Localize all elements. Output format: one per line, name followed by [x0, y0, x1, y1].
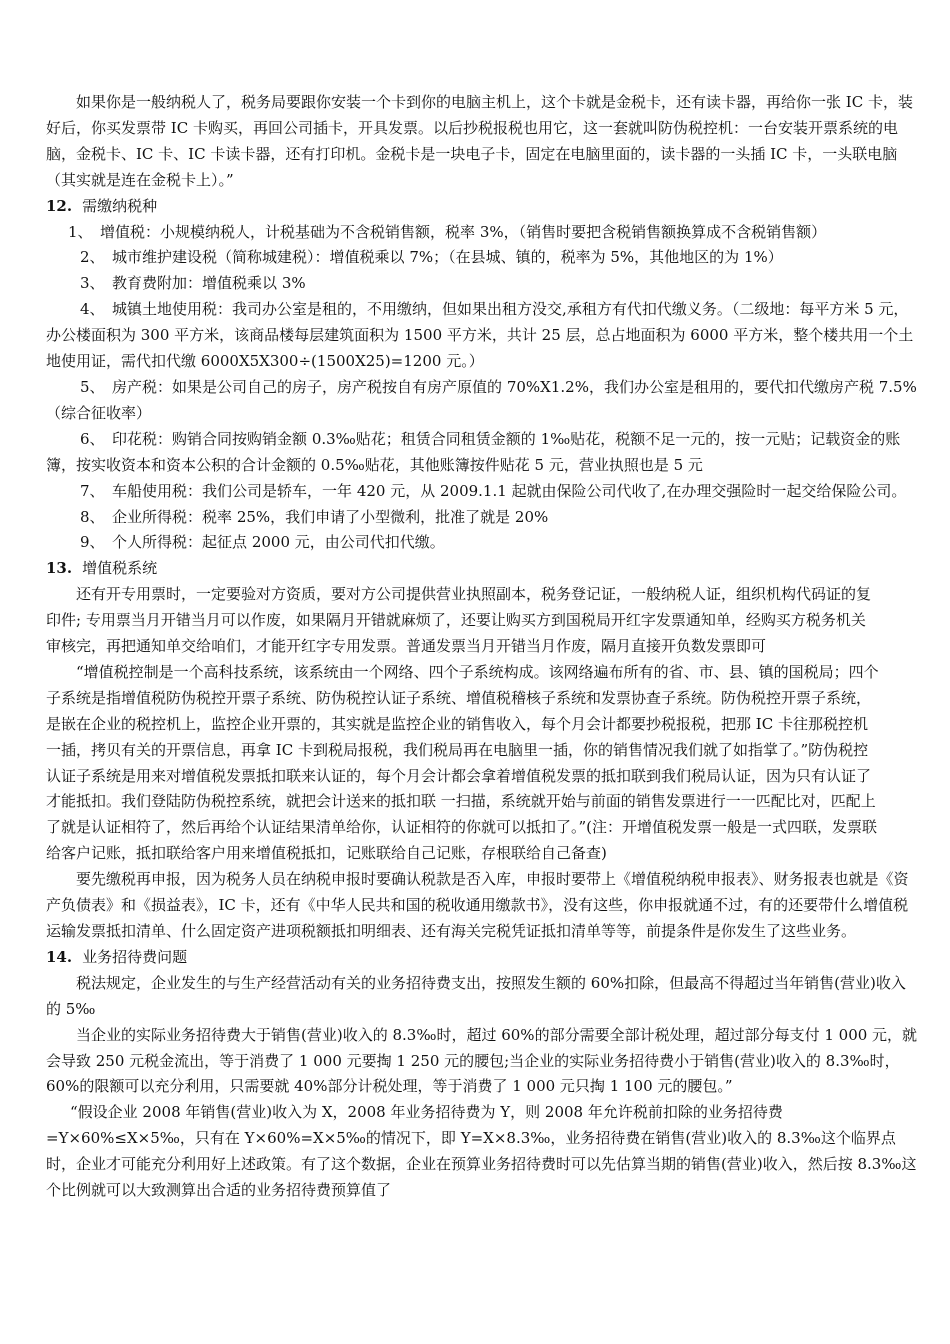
intro-paragraph: 如果你是一般纳税人了，税务局要跟你安装一个卡到你的电脑主机上，这个卡就是金税卡，还有读卡器，再给你一张 IC 卡，装好后，你买发票带 IC 卡购买，再回公司插卡，开具发票。以后抄税报税也用它，这一套就叫防伪税控机：一台安装开票系统的电脑，金税卡、IC 卡、IC 卡读卡器，还有打印机。金税卡是一块电子卡，固定在电脑里面的，读卡器的一头插 IC 卡，一头联电脑（其实就是连在金税卡上）。” — [46, 93, 913, 189]
paragraph: 当企业的实际业务招待费大于销售(营业)收入的 8.3‰时，超过 60%的部分需要全部计税处理，超过部分每支付 1 000 元，就会导致 250 元税金流出，等于消费了 1 000 元要掏 1 250 元的腰包;当企业的实际业务招待费小于销售(营业)收入的 8.3‰时，60%的限额可以充分利用，只需要就 40%部分计税处理，等于消费了 1 000 元只掏 1 100 元的腰包。” — [46, 1025, 918, 1096]
section-title: 需缴纳税种 — [82, 196, 158, 215]
tax-item-7: 7、 车船使用税：我们公司是轿车，一年 420 元，从 2009.1.1 起就由保险公司代收了,在办理交强险时一起交给保险公司。 — [80, 481, 907, 500]
tax-item-9: 9、 个人所得税：起征点 2000 元，由公司代扣代缴。 — [80, 533, 445, 552]
section-number: 14. — [46, 947, 73, 966]
paragraph: 还有开专用票时，一定要验对方资质，要对方公司提供营业执照副本，税务登记证，一般纳税人证，组织机构代码证的复印件; 专用票当月开错当月可以作废，如果隔月开错就麻烦了，还要让购买方到国税局开红字发票通知单，经购买方税务机关审核完，再把通知单交给咱们，才能开红字专用发票。普通发票当月开错当月作废，隔月直接开负数发票即可 — [46, 585, 872, 656]
section-13-heading — [46, 556, 920, 582]
tax-item-3: 3、 教育费附加：增值税乘以 3% — [80, 274, 306, 293]
paragraph: 要先缴税再申报，因为税务人员在纳税申报时要确认税款是否入库，申报时要带上《增值税纳税申报表》、财务报表也就是《资产负债表》和《损益表》，IC 卡，还有《中华人民共和国的税收通用缴款书》，没有这些，你申报就通不过，有的还要带什么增值税运输发票抵扣清单、什么固定资产进项税额抵扣明细表、还有海关完税凭证抵扣清单等等，前提条件是你发生了这些业务。 — [46, 870, 909, 940]
tax-item-4: 4、 城镇土地使用税：我司办公室是租的，不用缴纳，但如果出租方没交,承租方有代扣代缴义务。（二级地：每平方米 5 元，办公楼面积为 300 平方米，该商品楼每层建筑面积为 1500 平方米，共计 25 层，总占地面积为 6000 平方米，整个楼共用一个土地使用证，需代扣代缴 6000X5X300÷(1500X25)=1200 元。） — [46, 300, 914, 371]
section-number: 13. — [46, 559, 73, 578]
tax-item-5: 5、 房产税：如果是公司自己的房子，房产税按自有房产原值的 70%X1.2%，我们办公室是租用的，要代扣代缴房产税 7.5%（综合征收率） — [46, 377, 917, 422]
tax-item-2: 2、 城市维护建设税（简称城建税）：增值税乘以 7%；（在县城、镇的，税率为 5%，其他地区的为 1%） — [80, 248, 783, 267]
tax-item-1: 1、 增值税：小规模纳税人，计税基础为不含税销售额，税率 3%，（销售时要把含税销售额换算成不含税销售额） — [68, 222, 827, 241]
section-title: 业务招待费问题 — [82, 947, 188, 966]
paragraph: 税法规定，企业发生的与生产经营活动有关的业务招待费支出，按照发生额的 60%扣除，但最高不得超过当年销售(营业)收入的 5‰ — [46, 973, 906, 1018]
section-number: 12. — [46, 196, 73, 215]
paragraph: “增值税控制是一个高科技系统，该系统由一个网络、四个子系统构成。该网络遍布所有的省、市、县、镇的国税局；四个子系统是指增值税防伪税控开票子系统、防伪税控认证子系统、增值税稽核子系统和发票协查子系统。防伪税控开票子系统，是嵌在企业的税控机上，监控企业开票的，其实就是监控企业的销售收入，每个月会计都要抄税报税，把那 IC 卡往那税控机一插，拷贝有关的开票信息，再拿 IC 卡到税局报税，我们税局再在电脑里一插，你的销售情况我们就了如指掌了。”防伪税控认证子系统是用来对增值税发票抵扣联来认证的，每个月会计都会拿着增值税发票的抵扣联到我们税局认证，因为只有认证了才能抵扣。我们登陆防伪税控系统，就把会计送来的抵扣联 一扫描，系统就开始与前面的销售发票进行一一匹配比对，匹配上了就是认证相符了，然后再给个认证结果清单给你，认证相符的你就可以抵扣了。”(注：开增值税发票一般是一式四联，发票联给客户记账，抵扣联给客户用来增值税抵扣，记账联给自己记账，存根联给自己备查) — [46, 662, 879, 863]
tax-item-8: 8、 企业所得税：税率 25%，我们申请了小型微利，批准了就是 20% — [80, 507, 549, 526]
section-14-heading — [46, 945, 920, 971]
section-12-heading — [46, 194, 920, 220]
paragraph: “假设企业 2008 年销售(营业)收入为 X，2008 年业务招待费为 Y，则 2008 年允许税前扣除的业务招待费=Y×60%≤X×5‰，只有在 Y×60%=X×5‰的情况下，即 Y=X×8.3‰，业务招待费在销售(营业)收入的 8.3‰这个临界点时，企业才可能充分利用好上述政策。有了这个数据，企业在预算业务招待费时可以先估算当期的销售(营业)收入，然后按 8.3‰这个比例就可以大致测算出合适的业务招待费预算值了 — [46, 1103, 917, 1200]
tax-item-6: 6、 印花税：购销合同按购销金额 0.3‰贴花；租赁合同租赁金额的 1‰贴花，税额不足一元的，按一元贴；记载资金的账簿，按实收资本和资本公积的合计金额的 0.5‰贴花，其他账簿按件贴花 5 元，营业执照也是 5 元 — [46, 429, 901, 474]
section-title: 增值税系统 — [82, 559, 158, 578]
